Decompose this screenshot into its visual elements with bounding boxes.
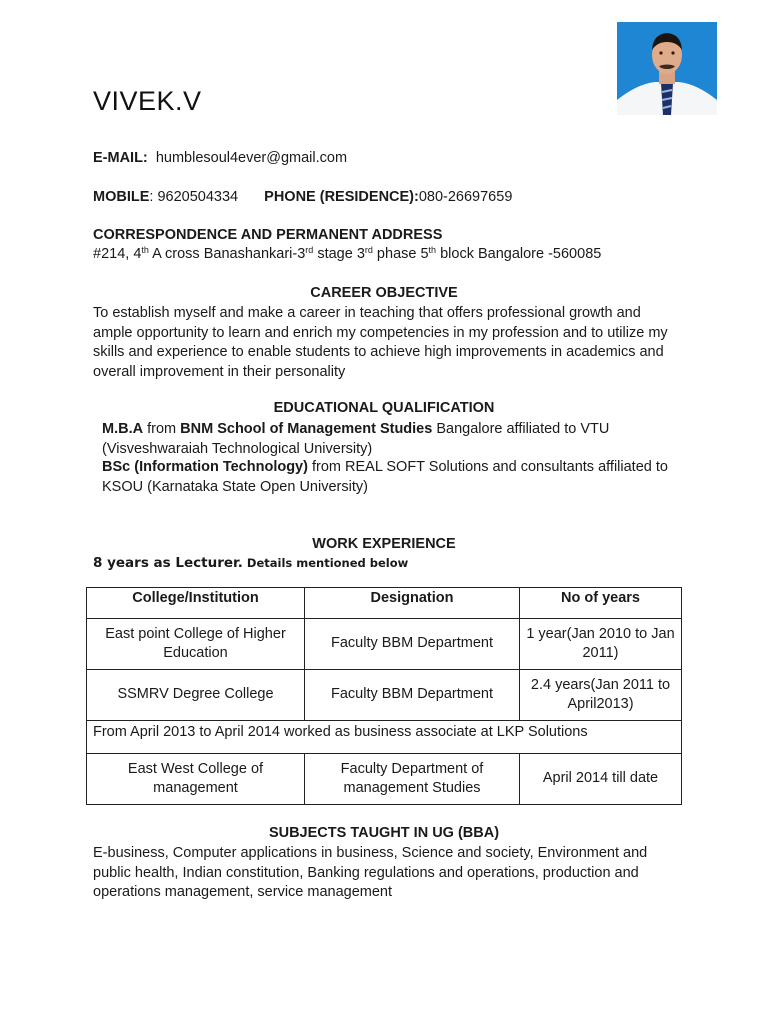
objective-text: To establish myself and make a career in teaching that offers professional growth and ample opportunity to learn and enrich my competencies in my profession and to utilize my skills and experience to enable students to achieve high improvements in academics and overall improvement in their personality (93, 305, 668, 380)
subjects-text: E-business, Computer applications in business, Science and society, Environment and public health, Indian constitution, Banking regulations and operations, production and operations management, service management (93, 845, 648, 900)
table-cell: East West College of management (87, 754, 305, 805)
table-note: From April 2013 to April 2014 worked as business associate at LKP Solutions (87, 721, 682, 754)
education-heading: EDUCATIONAL QUALIFICATION (273, 400, 495, 416)
education-item-bsc: BSc (Information Technology) from REAL SOFT Solutions and consultants affiliated to KSOU (Karnataka State Open University) (102, 459, 668, 495)
phone-line (93, 189, 512, 205)
email-line (93, 150, 347, 166)
email-value: humblesoul4ever@gmail.com (155, 150, 348, 166)
table-cell: April 2014 till date (520, 754, 682, 805)
table-note-row (87, 721, 682, 754)
table-cell: SSMRV Degree College (87, 670, 305, 721)
candidate-name: VIVEK.V (93, 86, 202, 116)
table-cell: 2.4 years(Jan 2011 to April2013) (520, 670, 682, 721)
degree: M.B.A (102, 421, 144, 437)
column-header: Designation (305, 588, 520, 619)
phone-label: PHONE (RESIDENCE): (264, 189, 419, 205)
address-heading: CORRESPONDENCE AND PERMANENT ADDRESS (93, 227, 443, 243)
table-row (87, 619, 682, 670)
column-header: College/Institution (87, 588, 305, 619)
subjects-heading: SUBJECTS TAUGHT IN UG (BBA) (268, 825, 500, 841)
table-cell: 1 year(Jan 2010 to Jan 2011) (520, 619, 682, 670)
work-table (86, 587, 682, 805)
table-cell: Faculty Department of management Studies (305, 754, 520, 805)
education-item-mba: M.B.A from BNM School of Management Studies Bangalore affiliated to VTU (Visveshwaraiah Technological University) (102, 421, 610, 457)
work-heading: WORK EXPERIENCE (312, 536, 456, 552)
degree: BSc (Information Technology) (102, 459, 308, 475)
work-summary-bold: 8 years as Lecturer. (93, 555, 243, 571)
table-cell: Faculty BBM Department (305, 670, 520, 721)
column-header: No of years (520, 588, 682, 619)
address-text: #214, 4th A cross Banashankari-3rd stage 3rd phase 5th block Bangalore -560085 (93, 245, 602, 262)
table-row (87, 754, 682, 805)
mobile-value: : 9620504334 (149, 189, 239, 205)
work-summary-note: Details mentioned below (242, 556, 409, 570)
institution: BNM School of Management Studies (180, 421, 433, 437)
profile-photo (617, 22, 717, 115)
objective-heading: CAREER OBJECTIVE (310, 285, 458, 301)
phone-value: 080-26697659 (418, 189, 513, 205)
table-row (87, 670, 682, 721)
email-label: E-MAIL: (93, 150, 148, 166)
table-header-row (87, 588, 682, 619)
mobile-label: MOBILE (93, 189, 150, 205)
table-cell: Faculty BBM Department (305, 619, 520, 670)
work-summary (93, 555, 408, 571)
table-cell: East point College of Higher Education (87, 619, 305, 670)
